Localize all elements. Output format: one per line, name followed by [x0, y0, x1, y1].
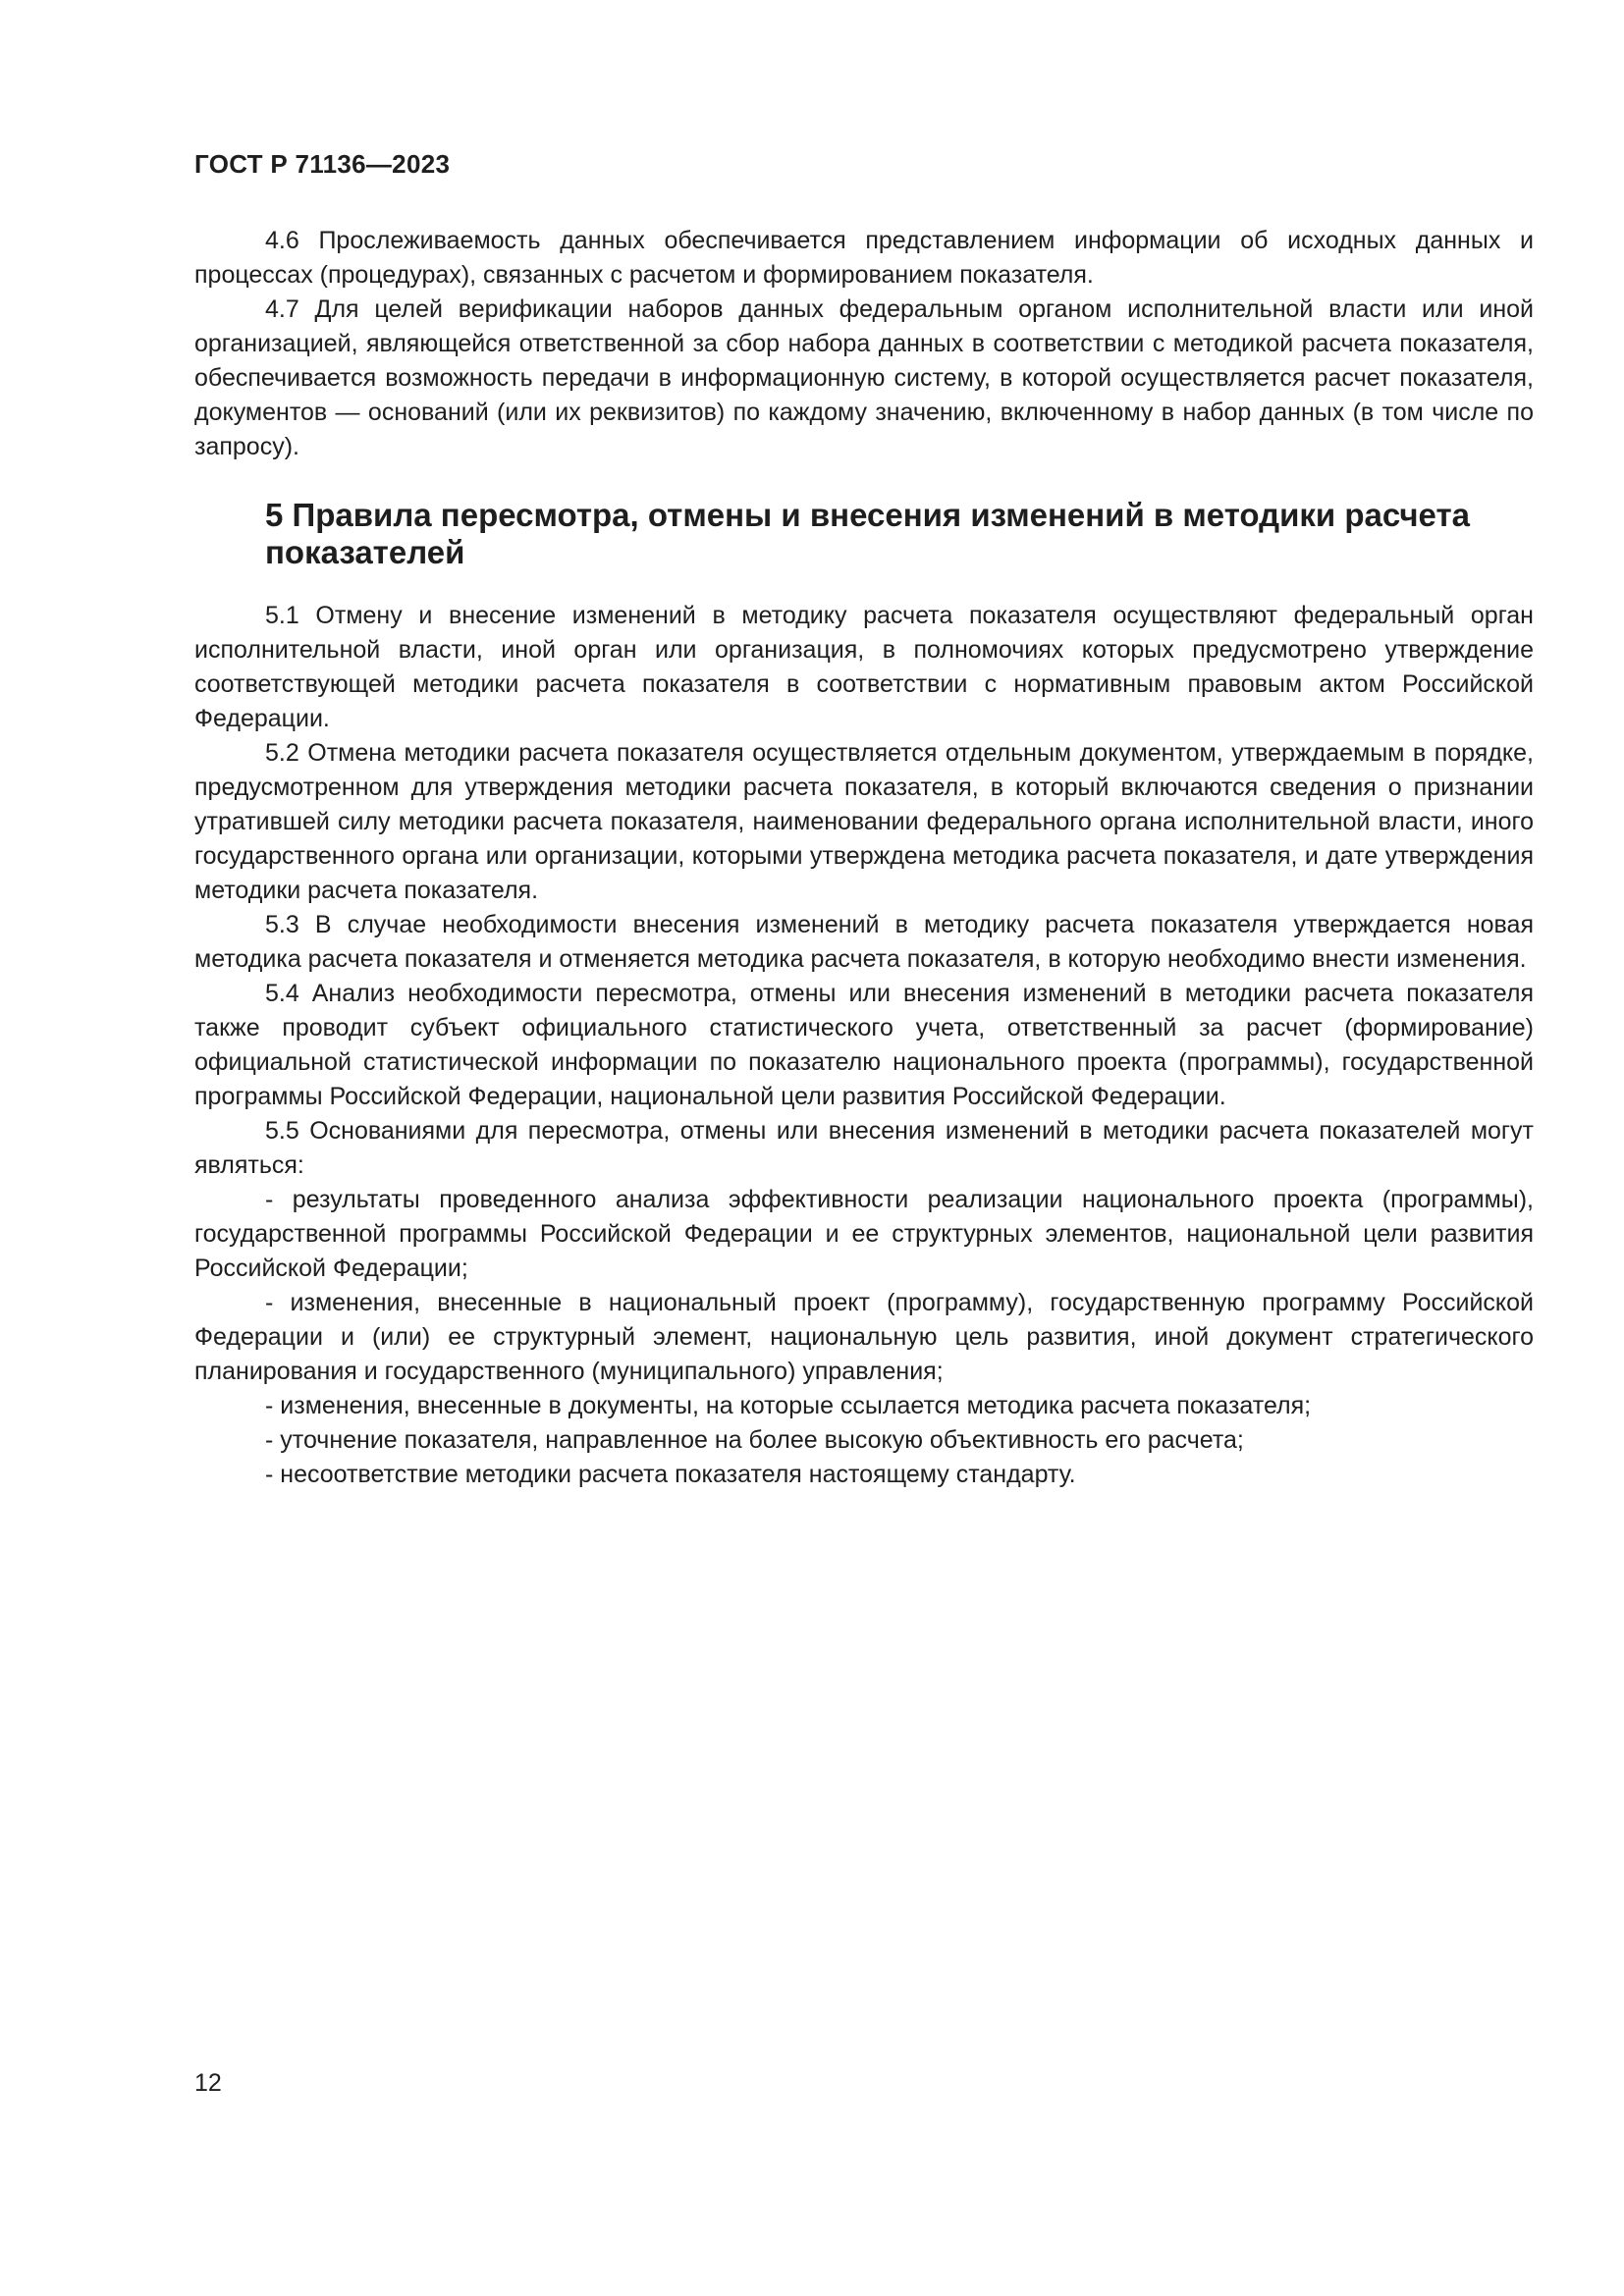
section-5-title: 5 Правила пересмотра, отмены и внесения изменений в методики расчета показателей — [265, 497, 1470, 570]
standard-header: ГОСТ Р 71136—2023 — [194, 149, 451, 179]
paragraph-5-4: 5.4 Анализ необходимости пересмотра, отмены или внесения изменений в методики расчета показателя также проводит субъект официального статистического учета, ответственный за расчет (формирование) официальной статистической информации по показателю национального проекта (программы), государственной программы Российской Федерации, национальной цели развития Российской Федерации. — [194, 980, 1534, 1110]
page-number: 12 — [194, 2069, 222, 2097]
paragraph-5-2: 5.2 Отмена методики расчета показателя осуществляется отдельным документом, утверждаемым в порядке, предусмотренном для утверждения методики расчета показателя, в который включаются сведения о признании утратившей силу методики расчета показателя, наименовании федерального органа исполнительной власти, иного государственного органа или организации, которыми утверждена методика расчета показателя, и дате утверждения методики расчета показателя. — [194, 739, 1534, 904]
list-item: - несоответствие методики расчета показателя настоящему стандарту. — [265, 1461, 1076, 1488]
paragraph-4-7: 4.7 Для целей верификации наборов данных федеральным органом исполнительной власти или иной организацией, являющейся ответственной за сбор набора данных в соответствии с методикой расчета показателя, обеспечивается возможность передачи в информационную систему, в которой осуществляется расчет показателя, документов — оснований (или их реквизитов) по каждому значению, включенному в набор данных (в том числе по запросу). — [194, 295, 1534, 460]
list-item: - уточнение показателя, направленное на более высокую объективность его расчета; — [265, 1426, 1244, 1454]
paragraph-5-3: 5.3 В случае необходимости внесения изменений в методику расчета показателя утверждается новая методика расчета показателя и отменяется методика расчета показателя, в которую необходимо внести изменения. — [194, 911, 1534, 973]
list-item: - изменения, внесенные в документы, на которые ссылается методика расчета показателя; — [265, 1392, 1312, 1419]
section-4-continuation — [194, 224, 1534, 464]
paragraph-5-1: 5.1 Отмену и внесение изменений в методику расчета показателя осуществляют федеральный орган исполнительной власти, иной орган или организация, в полномочиях которых предусмотрено утверждение соответствующей методики расчета показателя в соответствии с нормативным правовым актом Российской Федерации. — [194, 602, 1534, 732]
list-item: - результаты проведенного анализа эффективности реализации национального проекта (программы), государственной программы Российской Федерации и ее структурных элементов, национальной цели развития Российской Федерации; — [194, 1186, 1534, 1282]
section-5-body — [194, 599, 1534, 1492]
paragraph-4-6: 4.6 Прослеживаемость данных обеспечивается представлением информации об исходных данных и процессах (процедурах), связанных с расчетом и формированием показателя. — [194, 227, 1534, 289]
paragraph-5-5: 5.5 Основаниями для пересмотра, отмены или внесения изменений в методики расчета показателей могут являться: — [194, 1117, 1534, 1179]
list-item: - изменения, внесенные в национальный проект (программу), государственную программу Российской Федерации и (или) ее структурный элемент, национальную цель развития, иной документ стратегического планирования и государственного (муниципального) управления; — [194, 1289, 1534, 1385]
